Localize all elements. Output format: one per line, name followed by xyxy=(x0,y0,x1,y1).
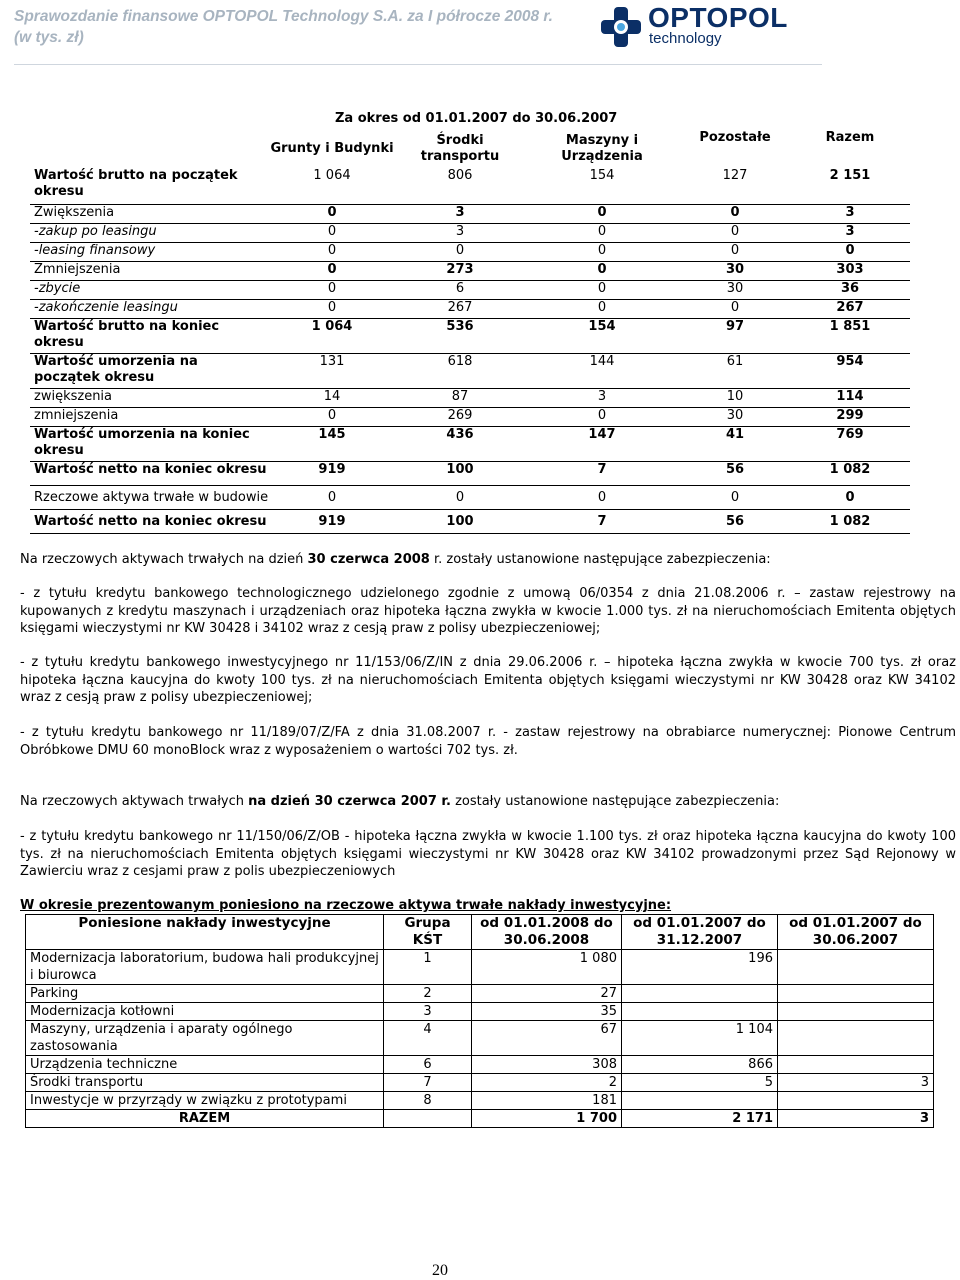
cell: 7 xyxy=(384,1074,472,1092)
table-row xyxy=(26,1021,934,1056)
row-label: Wartość brutto na początek okresu xyxy=(30,168,268,204)
collateral-2007-intro xyxy=(20,793,956,811)
col-header: Poniesione nakłady inwestycyjne xyxy=(26,915,384,950)
investment-heading: W okresie prezentowanym poniesiono na rzeczowe aktywa trwałe nakłady inwestycyjne: xyxy=(20,898,672,913)
cell: 299 xyxy=(790,407,910,426)
table-header-row xyxy=(26,915,934,950)
cell: 41 xyxy=(680,426,790,461)
text-run-bold: na dzień 30 czerwca 2007 r. xyxy=(248,794,451,809)
table-row xyxy=(30,168,910,204)
cell: Modernizacja laboratorium, budowa hali produkcyjnej i biurowca xyxy=(26,950,384,985)
cell: 0 xyxy=(680,299,790,318)
cell: 0 xyxy=(396,242,524,261)
cell: 1 082 xyxy=(790,509,910,533)
cell: 5 xyxy=(622,1074,778,1092)
table-row xyxy=(30,407,910,426)
cell: 308 xyxy=(472,1056,622,1074)
row-label: -leasing finansowy xyxy=(30,242,268,261)
text-run: Na rzeczowych aktywach trwałych na dzień xyxy=(20,552,308,567)
cell: Inwestycje w przyrządy w związku z prototypami xyxy=(26,1092,384,1110)
collateral-item-2: - z tytułu kredytu bankowego inwestycyjnego nr 11/153/06/Z/IN z dnia 29.06.2006 r. – hipoteka łączna zwykła w kwocie 700 tys. zł oraz hipoteka łączna kaucyjna do kwoty 100 tys. zł na nieruchomościach Emitenta objętych księgami wieczystymi nr KW 30428 oraz KW 34102 wraz z cesją praw z polisy ubezpieczeniowej; xyxy=(20,655,956,705)
cell: 1 080 xyxy=(472,950,622,985)
collateral-item-3: - z tytułu kredytu bankowego nr 11/189/07/Z/FA z dnia 31.08.2007 r. - zastaw rejestrowy na obrabiarce numerycznej: Pionowe Centrum Obróbkowe DMU 60 monoBlock wraz z wyposażeniem o wartości 702 tys. zł. xyxy=(20,725,956,758)
table-row xyxy=(26,1092,934,1110)
cell: 0 xyxy=(524,280,680,299)
col-header: Grupa KŚT xyxy=(384,915,472,950)
cell: 27 xyxy=(472,985,622,1003)
cell: 127 xyxy=(680,168,790,204)
cell: 114 xyxy=(790,388,910,407)
text-run-bold: 30 czerwca 2008 xyxy=(307,552,430,567)
cell: Urządzenia techniczne xyxy=(26,1056,384,1074)
cell: 6 xyxy=(384,1056,472,1074)
row-label: Rzeczowe aktywa trwałe w budowie xyxy=(30,485,268,509)
row-label: -zbycie xyxy=(30,280,268,299)
cell: 866 xyxy=(622,1056,778,1074)
col-header: Grunty i Budynki xyxy=(270,141,394,156)
cell: 0 xyxy=(524,242,680,261)
cell: RAZEM xyxy=(26,1110,384,1128)
col-header: Środki transportu xyxy=(420,133,500,164)
cell: 14 xyxy=(268,388,396,407)
cell: 769 xyxy=(790,426,910,461)
cell: 0 xyxy=(524,299,680,318)
header-divider xyxy=(14,64,822,65)
collateral-item-1: - z tytułu kredytu bankowego technologicznego udzielonego zgodnie z umową 06/0354 z dnia 21.08.2006 r. – zastaw rejestrowy na kupowanych z kredytu maszynach i urządzeniach oraz hipoteka łączna zwykła w kwocie 1.000 tys. zł na nieruchomościach Emitenta objętych księgami wieczystymi nr KW 30428 i 34102 wraz z cesją praw z polisy ubezpieczeniowej; xyxy=(20,586,956,636)
col-header: od 01.01.2007 do 31.12.2007 xyxy=(622,915,778,950)
cell: 0 xyxy=(790,242,910,261)
table-row xyxy=(30,461,910,485)
cell: 267 xyxy=(790,299,910,318)
cell: 196 xyxy=(622,950,778,985)
cell: 100 xyxy=(396,461,524,485)
col-header: Razem xyxy=(825,130,875,145)
cell: 1 104 xyxy=(622,1021,778,1056)
cell: 3 xyxy=(790,204,910,223)
table-row xyxy=(30,353,910,388)
table-row xyxy=(30,388,910,407)
cell: 30 xyxy=(680,261,790,280)
cell: 436 xyxy=(396,426,524,461)
collateral-item-2007: - z tytułu kredytu bankowego nr 11/150/06/Z/OB - hipoteka łączna zwykła w kwocie 1.100 tys. zł oraz hipoteka łączna kaucyjna do kwoty 100 tys. zł na nieruchomościach Emitenta objętych księgami wieczystymi nr KW 30428 oraz KW 34102 prowadzonymi przez Sąd Rejonowy w Zawierciu wraz z cesjami praw z polis ubezpieczeniowych xyxy=(20,829,956,879)
cell: 67 xyxy=(472,1021,622,1056)
cell: 1 082 xyxy=(790,461,910,485)
table-row xyxy=(26,1003,934,1021)
cell: 144 xyxy=(524,353,680,388)
cell: 919 xyxy=(268,461,396,485)
cell: 61 xyxy=(680,353,790,388)
cell: 954 xyxy=(790,353,910,388)
cell xyxy=(384,1110,472,1128)
cell: 919 xyxy=(268,509,396,533)
row-label: -zakończenie leasingu xyxy=(30,299,268,318)
cell: 0 xyxy=(680,223,790,242)
row-label: Wartość netto na koniec okresu xyxy=(30,461,268,485)
col-header: od 01.01.2007 do 30.06.2007 xyxy=(778,915,934,950)
table-row xyxy=(30,261,910,280)
cell: 0 xyxy=(680,485,790,509)
cell: 1 700 xyxy=(472,1110,622,1128)
table-row xyxy=(30,299,910,318)
cell xyxy=(622,985,778,1003)
logo-subtitle: technology xyxy=(649,30,722,47)
cell: 0 xyxy=(268,485,396,509)
report-title-line1: Sprawozdanie finansowe OPTOPOL Technology S.A. za I półrocze 2008 r. xyxy=(14,8,553,25)
cell: 0 xyxy=(790,485,910,509)
fixed-assets-table xyxy=(30,130,910,534)
total-row xyxy=(26,1110,934,1128)
cell: 3 xyxy=(396,204,524,223)
cell xyxy=(778,985,934,1003)
table-row xyxy=(30,280,910,299)
cell xyxy=(622,1092,778,1110)
cell: 0 xyxy=(524,407,680,426)
cell xyxy=(622,1003,778,1021)
cell: 1 851 xyxy=(790,318,910,353)
cell: 0 xyxy=(524,261,680,280)
text-run: zostały ustanowione następujące zabezpieczenia: xyxy=(450,794,780,809)
table-row xyxy=(30,485,910,509)
table-header-row xyxy=(30,130,910,168)
table-row xyxy=(26,985,934,1003)
cell: 3 xyxy=(524,388,680,407)
cell: 3 xyxy=(790,223,910,242)
cell: 0 xyxy=(524,204,680,223)
col-header: Pozostałe xyxy=(699,130,771,145)
cell: 6 xyxy=(396,280,524,299)
cell: 181 xyxy=(472,1092,622,1110)
cell: 36 xyxy=(790,280,910,299)
row-label: Wartość netto na koniec okresu xyxy=(30,509,268,533)
cell: 154 xyxy=(524,318,680,353)
row-label: -zakup po leasingu xyxy=(30,223,268,242)
cell: 536 xyxy=(396,318,524,353)
cell: 97 xyxy=(680,318,790,353)
cell xyxy=(778,950,934,985)
cell: 100 xyxy=(396,509,524,533)
cell: 2 171 xyxy=(622,1110,778,1128)
text-run: Na rzeczowych aktywach trwałych xyxy=(20,794,249,809)
cell: 10 xyxy=(680,388,790,407)
cell xyxy=(778,1003,934,1021)
cell: 3 xyxy=(396,223,524,242)
row-label: zwiększenia xyxy=(30,388,268,407)
cell: 0 xyxy=(268,223,396,242)
row-label: Zwiększenia xyxy=(30,204,268,223)
row-label: Zmniejszenia xyxy=(30,261,268,280)
cell: 1 xyxy=(384,950,472,985)
cell: 0 xyxy=(268,299,396,318)
cell: 618 xyxy=(396,353,524,388)
cell: 0 xyxy=(268,280,396,299)
cell: 0 xyxy=(268,261,396,280)
cell: 806 xyxy=(396,168,524,204)
cell: Środki transportu xyxy=(26,1074,384,1092)
cell: 0 xyxy=(524,223,680,242)
row-label: Wartość umorzenia na początek okresu xyxy=(30,353,268,388)
cell: 56 xyxy=(680,461,790,485)
cell: 87 xyxy=(396,388,524,407)
row-label: Wartość umorzenia na koniec okresu xyxy=(30,426,268,461)
cell: Modernizacja kotłowni xyxy=(26,1003,384,1021)
cell: 145 xyxy=(268,426,396,461)
cell: 8 xyxy=(384,1092,472,1110)
table-row xyxy=(26,950,934,985)
table-row xyxy=(30,204,910,223)
collateral-2008-intro xyxy=(20,551,956,569)
cell: 0 xyxy=(524,485,680,509)
col-header: od 01.01.2008 do 30.06.2008 xyxy=(472,915,622,950)
table-row xyxy=(26,1074,934,1092)
cell xyxy=(778,1021,934,1056)
cell: 0 xyxy=(680,242,790,261)
text-run: r. zostały ustanowione następujące zabezpieczenia: xyxy=(429,552,771,567)
period-heading: Za okres od 01.01.2007 do 30.06.2007 xyxy=(335,111,618,126)
cell: 30 xyxy=(680,280,790,299)
report-title-line2: (w tys. zł) xyxy=(14,29,84,46)
logo-wordmark: OPTOPOL xyxy=(648,2,788,33)
cell: 131 xyxy=(268,353,396,388)
table-row xyxy=(30,223,910,242)
cell: 30 xyxy=(680,407,790,426)
cell: 2 151 xyxy=(790,168,910,204)
cell: 3 xyxy=(384,1003,472,1021)
table-row xyxy=(26,1056,934,1074)
cell: 0 xyxy=(396,485,524,509)
cell: 267 xyxy=(396,299,524,318)
cell: 1 064 xyxy=(268,318,396,353)
cell: 1 064 xyxy=(268,168,396,204)
cell: 303 xyxy=(790,261,910,280)
cell xyxy=(778,1092,934,1110)
cell: 2 xyxy=(472,1074,622,1092)
table-row xyxy=(30,318,910,353)
cell: 7 xyxy=(524,509,680,533)
cell: 35 xyxy=(472,1003,622,1021)
cell: 273 xyxy=(396,261,524,280)
cell: Parking xyxy=(26,985,384,1003)
cell: 0 xyxy=(268,204,396,223)
cell: 0 xyxy=(268,407,396,426)
cell: 3 xyxy=(778,1074,934,1092)
col-header: Maszyny i Urządzenia xyxy=(561,133,643,164)
cell xyxy=(778,1056,934,1074)
row-label: zmniejszenia xyxy=(30,407,268,426)
investment-table xyxy=(25,914,934,1128)
table-row xyxy=(30,509,910,533)
cell: 147 xyxy=(524,426,680,461)
cell: 2 xyxy=(384,985,472,1003)
cell: 56 xyxy=(680,509,790,533)
cell: 4 xyxy=(384,1021,472,1056)
report-title xyxy=(14,6,553,48)
row-label: Wartość brutto na koniec okresu xyxy=(30,318,268,353)
cell: 0 xyxy=(268,242,396,261)
logo-cross-icon xyxy=(600,6,642,48)
cell: Maszyny, urządzenia i aparaty ogólnego zastosowania xyxy=(26,1021,384,1056)
cell: 269 xyxy=(396,407,524,426)
table-row xyxy=(30,242,910,261)
company-logo xyxy=(596,2,796,50)
table-row xyxy=(30,426,910,461)
cell: 0 xyxy=(680,204,790,223)
page-number: 20 xyxy=(432,1262,448,1279)
cell: 3 xyxy=(778,1110,934,1128)
cell: 154 xyxy=(524,168,680,204)
cell: 7 xyxy=(524,461,680,485)
